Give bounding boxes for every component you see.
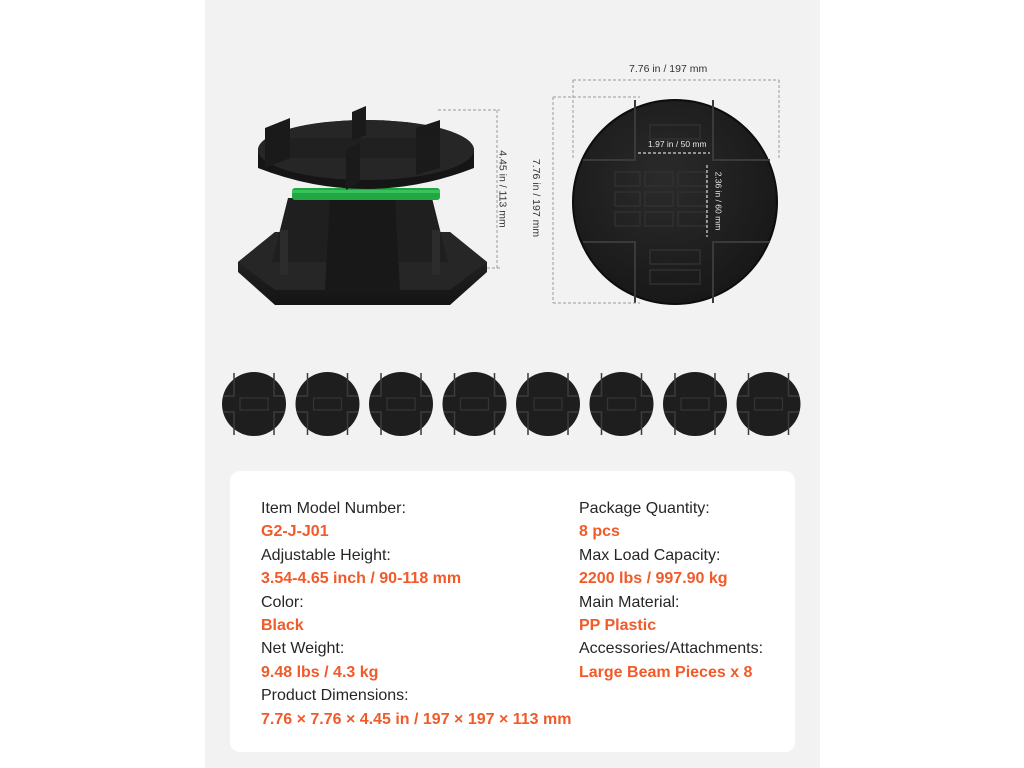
spec-label-weight: Net Weight: xyxy=(261,640,345,658)
beam-piece-icon xyxy=(296,372,360,436)
spec-label-quantity: Package Quantity: xyxy=(579,500,710,517)
height-label: 4.45 in / 113 mm xyxy=(496,150,509,228)
spec-label-model: Item Model Number: xyxy=(261,500,406,517)
top-width-label: 7.76 in / 197 mm xyxy=(629,63,708,75)
beam-piece-icon xyxy=(590,372,654,436)
beam-piece-icon xyxy=(369,372,433,436)
beam-piece-icon xyxy=(443,372,507,436)
spec-value-weight: 9.48 lbs / 4.3 kg xyxy=(261,663,379,681)
spec-value-accessories: Large Beam Pieces x 8 xyxy=(579,663,753,681)
slot-depth-label: 2.36 in / 60 mm xyxy=(713,171,724,231)
spec-label-material: Main Material: xyxy=(579,593,680,611)
spec-label-height: Adjustable Height: xyxy=(261,546,391,564)
spec-value-dimensions: 7.76 × 7.76 × 4.45 in / 197 × 197 × 113 mm xyxy=(261,710,572,728)
beam-piece-icon xyxy=(222,372,286,436)
spec-value-load: 2200 lbs / 997.90 kg xyxy=(579,570,728,588)
spec-label-dimensions: Product Dimensions: xyxy=(261,687,409,705)
beam-piece-icon xyxy=(516,372,580,436)
spec-value-model: G2-J-J01 xyxy=(261,523,329,541)
pedestal-top-view xyxy=(573,100,777,304)
spec-label-accessories: Accessories/Attachments: xyxy=(579,640,764,658)
slot-width-label: 1.97 in / 50 mm xyxy=(648,139,707,149)
spec-value-color: Black xyxy=(261,616,304,634)
spec-label-load: Max Load Capacity: xyxy=(579,546,721,564)
specifications-card xyxy=(230,471,795,752)
beam-pieces-row xyxy=(222,372,801,436)
pedestal-side-view xyxy=(238,106,487,305)
top-depth-label: 7.76 in / 197 mm xyxy=(530,158,543,238)
specs-right-column xyxy=(579,497,763,684)
spec-label-color: Color: xyxy=(261,593,304,611)
beam-piece-icon xyxy=(737,372,801,436)
specs-left-column xyxy=(261,497,571,731)
spec-value-quantity: 8 pcs xyxy=(579,523,620,541)
spec-value-height: 3.54-4.65 inch / 90-118 mm xyxy=(261,570,462,588)
beam-piece-icon xyxy=(663,372,727,436)
spec-value-material: PP Plastic xyxy=(579,616,657,634)
